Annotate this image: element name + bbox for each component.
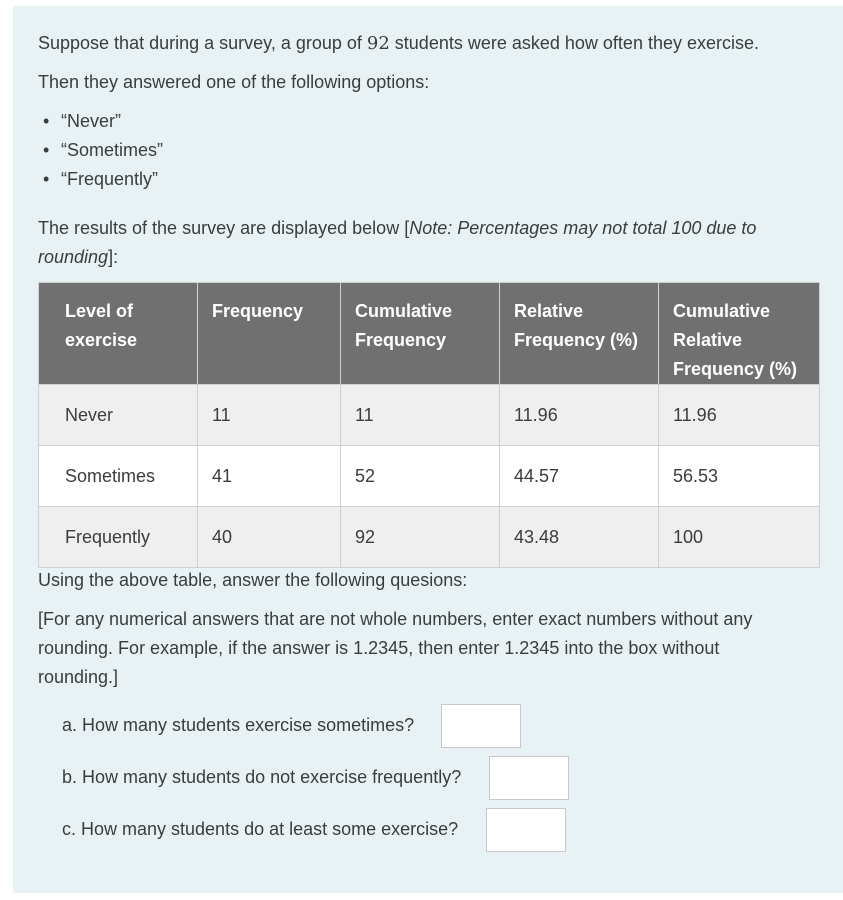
table-cell: Sometimes <box>39 446 198 507</box>
question-c-label: c. How many students do at least some exercise? <box>62 819 459 839</box>
answer-c-input[interactable] <box>486 808 566 852</box>
survey-results-table <box>38 282 820 568</box>
table-row <box>39 507 820 568</box>
table-cell: 92 <box>341 507 500 568</box>
header-frequency: Frequency <box>198 283 341 385</box>
table-cell: 52 <box>341 446 500 507</box>
option-never: • “Never” <box>43 107 163 136</box>
instructions-line-4: rounding.] <box>38 667 119 687</box>
option-sometimes: • “Sometimes” <box>43 136 163 165</box>
table-row <box>39 446 820 507</box>
header-cumulative-relative-frequency: Cumulative Relative Frequency (%) <box>659 283 820 385</box>
student-count: 92 <box>366 33 390 54</box>
table-cell: Never <box>39 385 198 446</box>
table-cell: 44.57 <box>500 446 659 507</box>
table-cell: 11 <box>341 385 500 446</box>
question-b-label: b. How many students do not exercise frequently? <box>62 767 462 787</box>
table-cell: Frequently <box>39 507 198 568</box>
results-note-end: rounding <box>38 247 109 267</box>
table-cell: 40 <box>198 507 341 568</box>
options-list <box>43 107 163 194</box>
instructions-line-2: [For any numerical answers that are not whole numbers, enter exact numbers without any <box>38 609 753 629</box>
table-row <box>39 385 820 446</box>
results-text-end: ]: <box>108 247 119 267</box>
results-text: The results of the survey are displayed below [ <box>38 218 410 238</box>
table-cell: 11.96 <box>500 385 659 446</box>
instructions-line-3: rounding. For example, if the answer is 1.2345, then enter 1.2345 into the box without <box>38 638 720 658</box>
instructions-line-1: Using the above table, answer the following quesions: <box>38 570 468 590</box>
intro-text-after: students were asked how often they exercise. <box>389 33 759 53</box>
results-note: Note: Percentages may not total 100 due to <box>409 218 757 238</box>
option-frequently: • “Frequently” <box>43 165 163 194</box>
intro-text-before: Suppose that during a survey, a group of <box>38 33 367 53</box>
header-cumulative-frequency: Cumulative Frequency <box>341 283 500 385</box>
table-cell: 41 <box>198 446 341 507</box>
table-cell: 100 <box>659 507 820 568</box>
table-header-row <box>39 283 820 385</box>
question-a-label: a. How many students exercise sometimes? <box>62 715 415 735</box>
question-panel <box>13 6 843 893</box>
intro-line-1 <box>38 29 759 58</box>
intro-line-2: Then they answered one of the following options: <box>38 72 430 92</box>
results-line-1 <box>38 214 756 243</box>
table-cell: 56.53 <box>659 446 820 507</box>
answer-a-input[interactable] <box>441 704 521 748</box>
table-cell: 11.96 <box>659 385 820 446</box>
table-cell: 11 <box>198 385 341 446</box>
table-cell: 43.48 <box>500 507 659 568</box>
header-level-of-exercise: Level of exercise <box>39 283 198 385</box>
results-line-2 <box>38 243 118 272</box>
answer-b-input[interactable] <box>489 756 569 800</box>
header-relative-frequency: Relative Frequency (%) <box>500 283 659 385</box>
